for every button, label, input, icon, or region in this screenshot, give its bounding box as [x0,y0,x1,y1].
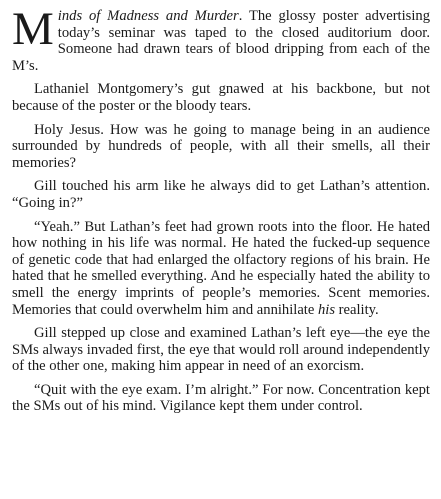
paragraph-1-text: . The glossy poster advertising today’s seminar was taped to the closed auditorium door. Someone had drawn tears of blood dripping from each of the M’s. [12,8,430,74]
paragraph-5-text-after: reality. [335,301,379,318]
paragraph-7: “Quit with the eye exam. I’m alright.” For now. Concentration kept the SMs out of his mind. Vigilance kept them under control. [12,381,430,415]
paragraph-5-text-before: “Yeah.” But Lathan’s feet had grown roots into the floor. He hated how nothing in his life was normal. He hated the fucked-up sequence of genetic code that had enlarged the olfactory regions of his brain. He hated that he smelled everything. And he especially hated the ability to smell the energy imprints of people’s memories. Scent memories. Memories that could overwhelm him and annihilate [12,218,430,318]
paragraph-3: Holy Jesus. How was he going to manage being in an audience surrounded by hundreds of people, with all their smells, all their memories? [12,121,430,171]
seminar-title: inds of Madness and Murder [57,8,239,24]
paragraph-4: Gill touched his arm like he always did to get Lathan’s attention. “Going in?” [12,178,430,211]
paragraph-2: Lathaniel Montgomery’s gut gnawed at his backbone, but not because of the poster or the bloody tears. [12,81,430,114]
paragraph-6: Gill stepped up close and examined Lathan’s left eye—the eye the SMs always invaded first, the eye that would roll around independently of the other one, making him appear in need of an exorcism. [12,325,430,375]
paragraph-5 [12,219,430,319]
paragraph-5-emphasis: his [317,301,336,318]
drop-cap: M [12,3,54,55]
book-page [12,3,430,422]
paragraph-1 [12,3,430,74]
